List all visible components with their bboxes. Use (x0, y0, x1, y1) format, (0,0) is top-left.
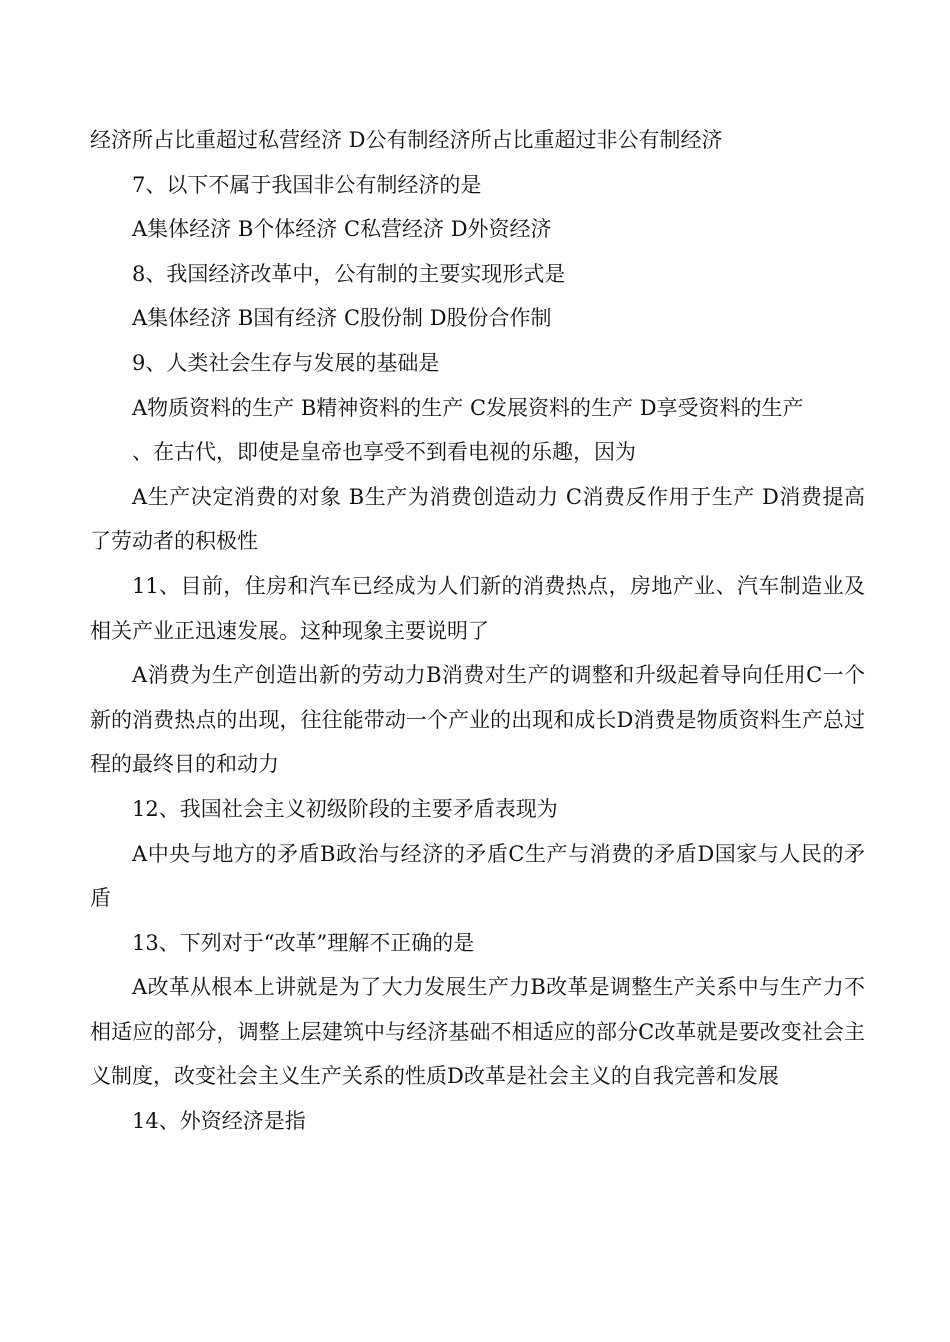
question-13: 13、下列对于“改革”理解不正确的是 (132, 930, 475, 955)
question-9-options: A物质资料的生产 B精神资料的生产 C发展资料的生产 D享受资料的生产 (132, 395, 804, 420)
question-8-options: A集体经济 B国有经济 C股份制 D股份合作制 (132, 306, 552, 331)
question-12: 12、我国社会主义初级阶段的主要矛盾表现为 (132, 796, 558, 821)
question-9: 9、人类社会生存与发展的基础是 (132, 350, 440, 375)
paragraph-continuation: 经济所占比重超过私营经济 D公有制经济所占比重超过非公有制经济 (90, 128, 723, 152)
question-7-options: A集体经济 B个体经济 C私营经济 D外资经济 (132, 217, 552, 242)
question-12-options: A中央与地方的矛盾B政治与经济的矛盾C生产与消费的矛盾D国家与人民的矛盾 (90, 841, 865, 911)
question-10-options: A生产决定消费的对象 B生产为消费创造动力 C消费反作用于生产 D消费提高了劳动者的积极性 (90, 484, 865, 554)
question-14: 14、外资经济是指 (132, 1109, 306, 1134)
question-11-options: A消费为生产创造出新的劳动力B消费对生产的调整和升级起着导向任用C一个新的消费热点的出现，往往能带动一个产业的出现和成长D消费是物质资料生产总过程的最终目的和动力 (90, 663, 865, 777)
question-11: 11、目前，住房和汽车已经成为人们新的消费热点，房地产业、汽车制造业及相关产业正迅速发展。这种现象主要说明了 (90, 573, 865, 643)
question-8: 8、我国经济改革中，公有制的主要实现形式是 (132, 261, 566, 286)
question-13-options: A改革从根本上讲就是为了大力发展生产力B改革是调整生产关系中与生产力不相适应的部分，调整上层建筑中与经济基础不相适应的部分C改革就是要改变社会主义制度，改变社会主义生产关系的性质D改革是社会主义的自我完善和发展 (90, 975, 865, 1089)
document-body (90, 118, 865, 1144)
question-7: 7、以下不属于我国非公有制经济的是 (132, 172, 482, 197)
question-10: 、在古代，即使是皇帝也享受不到看电视的乐趣，因为 (132, 440, 636, 465)
